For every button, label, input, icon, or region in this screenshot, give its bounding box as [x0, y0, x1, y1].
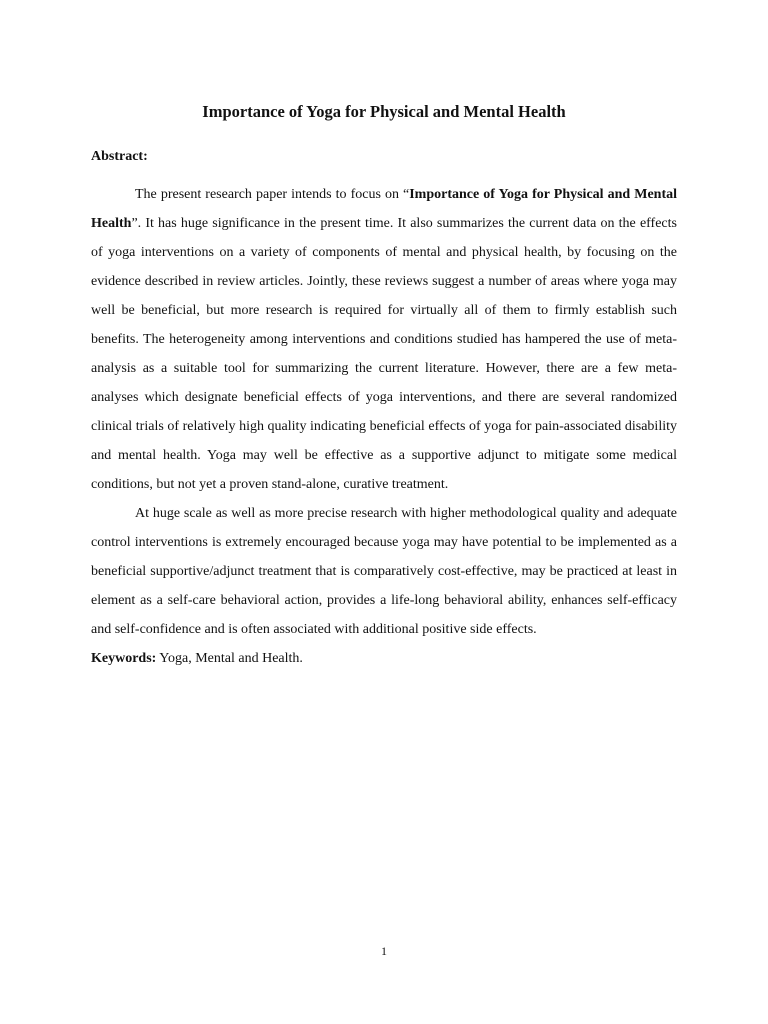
- paper-title: Importance of Yoga for Physical and Mental Health: [202, 102, 566, 121]
- abstract-heading: Abstract:: [91, 149, 148, 164]
- paragraph-1-text-start: The present research paper intends to focus on “: [135, 187, 410, 202]
- keywords-label: Keywords:: [91, 651, 157, 666]
- paragraph-1-bold-title: Importance of Yoga for Physical and Mental Health: [91, 187, 677, 231]
- abstract-paragraph-1: [91, 180, 677, 499]
- abstract-body: [91, 180, 677, 673]
- keywords-value: Yoga, Mental and Health.: [156, 651, 303, 666]
- keywords-line: [91, 644, 677, 673]
- paragraph-1-text-rest: ”. It has huge significance in the present time. It also summarizes the current data on the effects of yoga interventions on a variety of components of mental and physical health, by focusing on the evidence described in review articles. Jointly, these reviews suggest a number of areas where yoga may well be beneficial, but more research is required for virtually all of them to firmly establish such benefits. The heterogeneity among interventions and conditions studied has hampered the use of meta-analysis as a suitable tool for summarizing the current literature. However, there are a few meta-analyses which designate beneficial effects of yoga interventions, and there are several randomized clinical trials of relatively high quality indicating beneficial effects of yoga for pain-associated disability and mental health. Yoga may well be effective as a supportive adjunct to mitigate some medical conditions, but not yet a proven stand-alone, curative treatment.: [91, 216, 677, 492]
- page-number: 1: [381, 944, 387, 958]
- abstract-paragraph-2: At huge scale as well as more precise research with higher methodological quality and adequate control interventions is extremely encouraged because yoga may have potential to be implemented as a beneficial supportive/adjunct treatment that is comparatively cost-effective, may be practiced at least in element as a self-care behavioral action, provides a life-long behavioral ability, enhances self-efficacy and self-confidence and is often associated with additional positive side effects.: [91, 506, 677, 637]
